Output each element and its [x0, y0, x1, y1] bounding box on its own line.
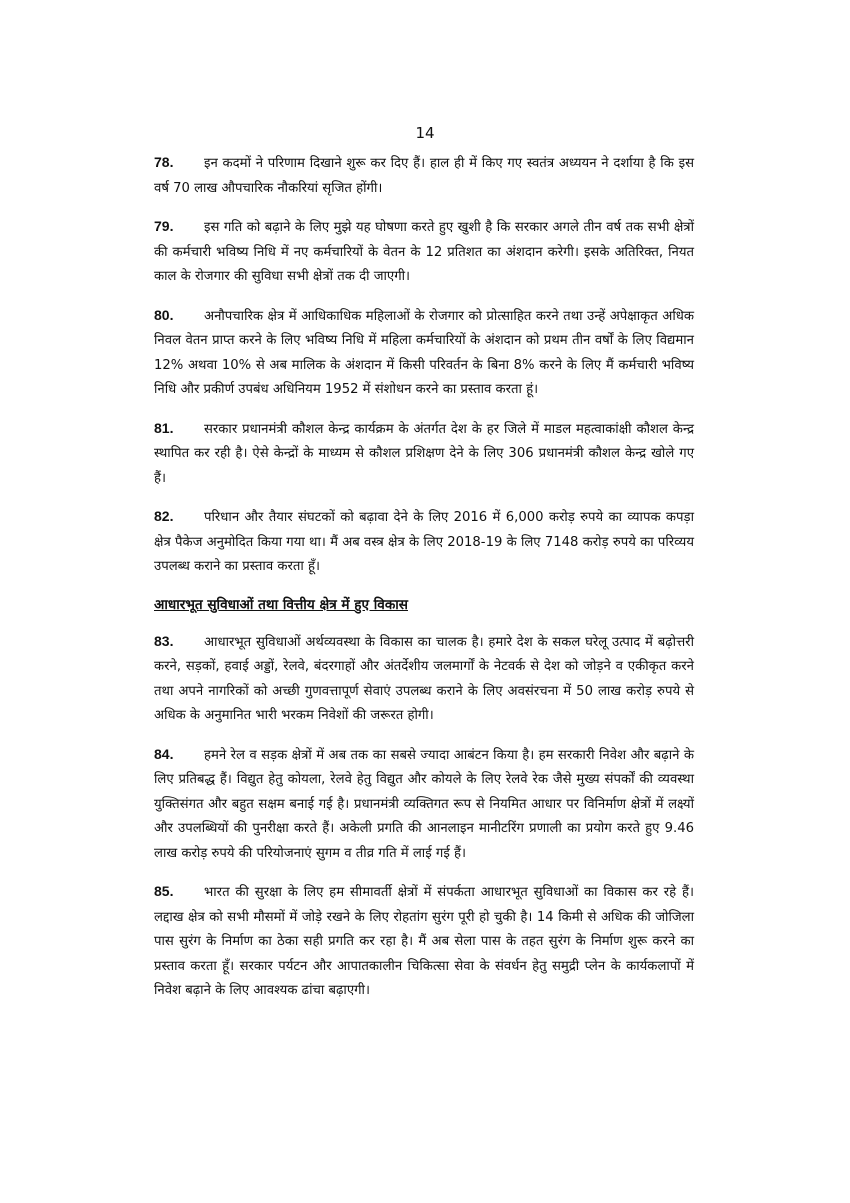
paragraph-number: 79.: [154, 218, 174, 234]
paragraph-text: सरकार प्रधानमंत्री कौशल केन्द्र कार्यक्रम के अंतर्गत देश के हर जिले में माडल महत्वाकांक्षी कौशल केन्द्र स्थापित कर रही है। ऐसे केन्द्रों के माध्यम से कौशल प्रशिक्षण देने के लिए 306 प्रधानमंत्री कौशल केन्द्र खोले गए हैं।: [154, 421, 694, 486]
paragraph-text: अनौपचारिक क्षेत्र में आधिकाधिक महिलाओं के रोजगार को प्रोत्साहित करने तथा उन्हें अपेक्षाकृत अधिक निवल वेतन प्राप्त करने के लिए भविष्य निधि में महिला कर्मचारियों के अंशदान को प्रथम तीन वर्षों के लिए विद्यमान 12% अथवा 10% से अब मालिक के अंशदान में किसी परिवर्तन के बिना 8% करने के लिए मैं कर्मचारी भविष्य निधि और प्रकीर्ण उपबंध अधिनियम 1952 में संशोधन करने का प्रस्ताव करता हूं।: [154, 308, 694, 397]
paragraph-78: [154, 150, 694, 201]
paragraph-text: इन कदमों ने परिणाम दिखाने शुरू कर दिए हैं। हाल ही में किए गए स्वतंत्र अध्ययन ने दर्शाया है कि इस वर्ष 70 लाख औपचारिक नौकरियां सृजित होंगी।: [154, 156, 694, 196]
paragraph-85: [154, 879, 694, 1004]
paragraph-79: [154, 214, 694, 290]
paragraph-number: 78.: [154, 154, 174, 170]
paragraph-82: [154, 504, 694, 580]
document-body: [154, 150, 694, 1017]
paragraph-text: भारत की सुरक्षा के लिए हम सीमावर्ती क्षेत्रों में संपर्कता आधारभूत सुविधाओं का विकास कर रहे हैं। लद्दाख क्षेत्र को सभी मौसमों में जोड़े रखने के लिए रोहतांग सुरंग पूरी हो चुकी है। 14 किमी से अधिक की जोजिला पास सुरंग के निर्माण का ठेका सही प्रगति कर रहा है। मैं अब सेला पास के तहत सुरंग के निर्माण शुरू करने का प्रस्ताव करता हूँ। सरकार पर्यटन और आपातकालीन चिकित्सा सेवा के संवर्धन हेतु समुद्री प्लेन के कार्यकलापों में निवेश बढ़ाने के लिए आवश्यक ढांचा बढ़ाएगी।: [154, 885, 694, 998]
paragraph-80: [154, 303, 694, 403]
paragraph-text: परिधान और तैयार संघटकों को बढ़ावा देने के लिए 2016 में 6,000 करोड़ रुपये का व्यापक कपड़ा क्षेत्र पैकेज अनुमोदित किया गया था। मैं अब वस्त्र क्षेत्र के लिए 2018-19 के लिए 7148 करोड़ रुपये का परिव्यय उपलब्ध कराने का प्रस्ताव करता हूँ।: [154, 510, 694, 574]
section-heading: आधारभूत सुविधाओं तथा वित्तीय क्षेत्र में हुए विकास: [154, 596, 408, 613]
paragraph-number: 80.: [154, 306, 174, 323]
paragraph-number: 83.: [154, 632, 174, 649]
paragraph-84: [154, 742, 694, 867]
paragraph-number: 84.: [154, 745, 174, 762]
paragraph-number: 85.: [154, 883, 174, 899]
paragraph-text: आधारभूत सुविधाओं अर्थव्यवस्था के विकास का चालक है। हमारे देश के सकल घरेलू उत्पाद में बढ़ोत्तरी करने, सड़कों, हवाई अड्डों, रेलवे, बंदरगाहों और अंतर्देशीय जलमार्गों के नेटवर्क से देश को जोड़ने व एकीकृत करने तथा अपने नागरिकों को अच्छी गुणवत्तापूर्ण सेवाएं उपलब्ध कराने के लिए अवसंरचना में 50 लाख करोड़ रुपये से अधिक के अनुमानित भारी भरकम निवेशों की जरूरत होगी।: [154, 634, 694, 723]
paragraph-81: [154, 416, 694, 492]
page-number: 14: [415, 124, 435, 142]
paragraph-text: हमने रेल व सड़क क्षेत्रों में अब तक का सबसे ज्यादा आबंटन किया है। हम सरकारी निवेश और बढ़ाने के लिए प्रतिबद्ध हैं। विद्युत हेतु कोयला, रेलवे हेतु विद्युत और कोयले के लिए रेलवे रेक जैसे मुख्य संपर्कों की व्यवस्था युक्तिसंगत और बहुत सक्षम बनाई गई है। प्रधानमंत्री व्यक्तिगत रूप से नियमित आधार पर विनिर्माण क्षेत्रों में लक्ष्यों और उपलब्धियों की पुनरीक्षा करते हैं। अकेली प्रगति की आनलाइन मानीटरिंग प्रणाली का प्रयोग करते हुए 9.46 लाख करोड़ रुपये की परियोजनाएं सुगम व तीव्र गति में लाई गई हैं।: [154, 747, 694, 861]
paragraph-83: [154, 629, 694, 729]
paragraph-number: 82.: [154, 508, 174, 524]
paragraph-number: 81.: [154, 419, 174, 436]
paragraph-text: इस गति को बढ़ाने के लिए मुझे यह घोषणा करते हुए खुशी है कि सरकार अगले तीन वर्ष तक सभी क्षेत्रों की कर्मचारी भविष्य निधि में नए कर्मचारियों के वेतन के 12 प्रतिशत का अंशदान करेगी। इसके अतिरिक्त, नियत काल के रोजगार की सुविधा सभी क्षेत्रों तक दी जाएगी।: [154, 220, 694, 284]
